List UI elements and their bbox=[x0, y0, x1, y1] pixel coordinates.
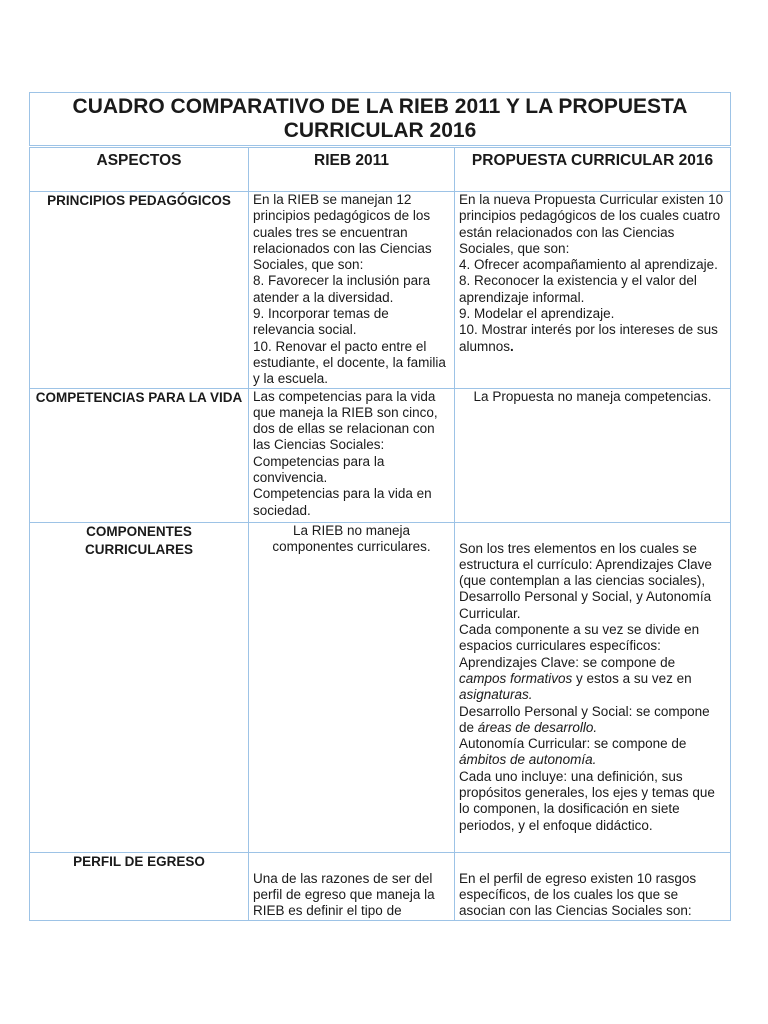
row-componentes bbox=[30, 522, 731, 852]
text-paragraph: 4. Ofrecer acompañamiento al aprendizaje. bbox=[459, 257, 718, 273]
text-span: asignaturas. bbox=[459, 687, 533, 703]
row-perfil bbox=[30, 852, 731, 920]
aspect-principios: PRINCIPIOS PEDAGÓGICOS bbox=[30, 192, 249, 389]
rieb-perfil: Una de las razones de ser del perfil de egreso que maneja la RIEB es definir el tipo de bbox=[249, 852, 455, 920]
aspect-competencias: COMPETENCIAS PARA LA VIDA bbox=[30, 388, 249, 522]
rieb-principios bbox=[249, 192, 455, 389]
text-paragraph bbox=[459, 322, 726, 355]
header-rieb: RIEB 2011 bbox=[249, 147, 455, 192]
text-paragraph bbox=[459, 704, 726, 737]
text-paragraph: Competencias para la convivencia. bbox=[253, 453, 385, 486]
text-paragraph: Cada componente a su vez se divide en espacios curriculares específicos: bbox=[459, 622, 700, 654]
text-paragraph: Son los tres elementos en los cuales se estructura el currículo: Aprendizajes Clave (que contemplan a las ciencias sociales), Desarrollo Personal y Social, y Autonomía Curricular. bbox=[459, 540, 712, 621]
row-principios bbox=[30, 192, 731, 389]
text-span: campos formativos bbox=[459, 670, 573, 686]
text-span: Desarrollo Personal y Social: se compone de bbox=[459, 703, 710, 735]
text-paragraph: En la nueva Propuesta Curricular existen 10 principios pedagógicos de los cuales cuatro están relacionados con las Ciencias Sociales, que son: bbox=[459, 192, 724, 256]
text-span: y estos a su vez en bbox=[572, 670, 692, 686]
rieb-componentes: La RIEB no maneja componentes curriculares. bbox=[249, 522, 455, 852]
propuesta-componentes bbox=[455, 522, 731, 852]
text-paragraph: 8. Favorecer la inclusión para atender a la diversidad. bbox=[253, 273, 431, 305]
propuesta-perfil: En el perfil de egreso existen 10 rasgos específicos, de los cuales los que se asocian con las Ciencias Sociales son: bbox=[455, 852, 731, 920]
text-paragraph: Cada uno incluye: una definición, sus propósitos generales, los ejes y temas que lo componen, la dosificación en siete periodos, y el enfoque didáctico. bbox=[459, 768, 715, 833]
text-span: áreas de desarrollo. bbox=[477, 719, 598, 735]
text-paragraph bbox=[459, 736, 726, 769]
text-paragraph: 9. Incorporar temas de relevancia social. bbox=[253, 306, 389, 338]
text-paragraph: 8. Reconocer la existencia y el valor del aprendizaje informal. bbox=[459, 273, 697, 305]
text-paragraph: Las competencias para la vida que maneja la RIEB son cinco, dos de ellas se relacionan con las Ciencias Sociales: bbox=[253, 388, 438, 453]
page-title: CUADRO COMPARATIVO DE LA RIEB 2011 Y LA PROPUESTA CURRICULAR 2016 bbox=[30, 93, 731, 147]
header-aspectos: ASPECTOS bbox=[30, 147, 249, 192]
title-row bbox=[30, 93, 731, 147]
aspect-perfil: PERFIL DE EGRESO bbox=[30, 852, 249, 920]
text-span: Aprendizajes Clave: se compone de bbox=[459, 654, 676, 670]
text-span: . bbox=[510, 338, 514, 354]
header-row bbox=[30, 147, 731, 192]
rieb-competencias bbox=[249, 388, 455, 522]
header-propuesta: PROPUESTA CURRICULAR 2016 bbox=[455, 147, 731, 192]
text-paragraph bbox=[459, 655, 726, 704]
text-span: Autonomía Curricular: se compone de bbox=[459, 736, 687, 752]
text-paragraph: Competencias para la vida en sociedad. bbox=[253, 486, 432, 518]
text-paragraph: En la RIEB se manejan 12 principios pedagógicos de los cuales tres se encuentran relacionados con las Ciencias Sociales, que son: bbox=[253, 192, 432, 273]
row-competencias bbox=[30, 388, 731, 522]
comparison-table bbox=[29, 92, 731, 921]
text-span: 10. Mostrar interés por los intereses de sus alumnos bbox=[459, 322, 718, 354]
propuesta-competencias: La Propuesta no maneja competencias. bbox=[455, 388, 731, 522]
propuesta-principios bbox=[455, 192, 731, 389]
text-paragraph: 9. Modelar el aprendizaje. bbox=[459, 306, 615, 322]
text-paragraph: 10. Renovar el pacto entre el estudiante, el docente, la familia y la escuela. bbox=[253, 338, 446, 387]
aspect-componentes: COMPONENTES CURRICULARES bbox=[30, 522, 249, 852]
text-span: ámbitos de autonomía. bbox=[459, 752, 597, 768]
